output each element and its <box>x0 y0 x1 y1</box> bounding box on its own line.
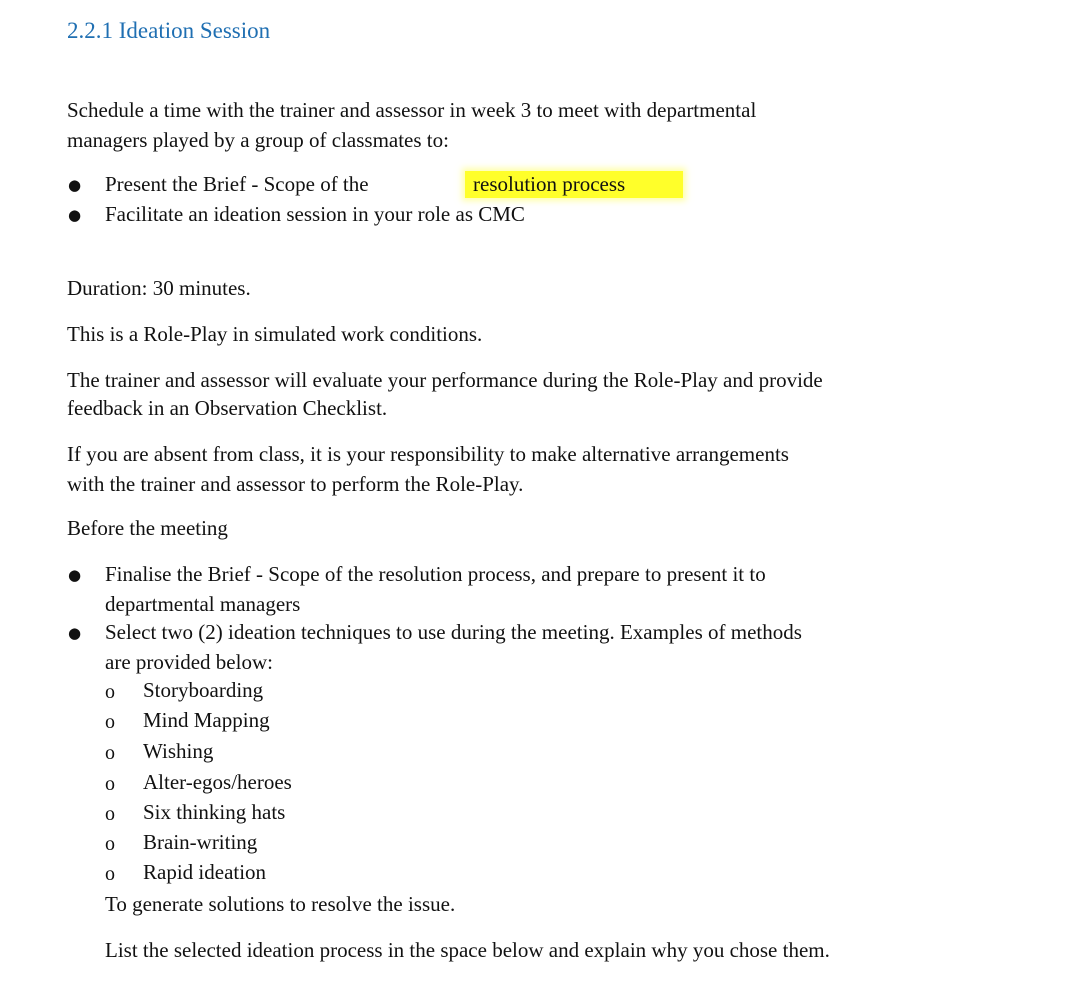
bullet-present-brief: Present the Brief - Scope of the <box>105 172 369 196</box>
bullet-marker: ● <box>68 206 82 224</box>
bullet-select-line-2: are provided below: <box>105 650 273 674</box>
technique-alter-egos: Alter-egos/heroes <box>143 770 292 794</box>
roleplay-text: This is a Role-Play in simulated work conditions. <box>67 322 483 346</box>
bullet-finalise-line-2: departmental managers <box>105 592 301 616</box>
sub-bullet-marker: o <box>105 833 115 855</box>
technique-brain-writing: Brain-writing <box>143 830 258 854</box>
section-heading: 2.2.1 Ideation Session <box>67 18 271 43</box>
technique-mind-mapping: Mind Mapping <box>143 708 270 732</box>
before-meeting-label: Before the meeting <box>67 516 228 540</box>
sub-bullet-marker: o <box>105 681 115 703</box>
technique-wishing: Wishing <box>143 739 214 763</box>
intro-line-2: managers played by a group of classmates to: <box>67 128 449 152</box>
list-instruction-text: List the selected ideation process in the space below and explain why you chose them. <box>105 938 830 962</box>
technique-rapid-ideation: Rapid ideation <box>143 860 267 884</box>
bullet-select-line-1: Select two (2) ideation techniques to use during the meeting. Examples of methods <box>105 620 802 644</box>
duration-text: Duration: 30 minutes. <box>67 276 251 300</box>
sub-bullet-marker: o <box>105 711 115 733</box>
absent-line-2: with the trainer and assessor to perform the Role-Play. <box>67 472 524 496</box>
highlighted-text: resolution process <box>473 172 626 196</box>
evaluate-line-1: The trainer and assessor will evaluate your performance during the Role-Play and provide <box>67 368 823 392</box>
sub-bullet-marker: o <box>105 773 115 795</box>
generate-solutions-text: To generate solutions to resolve the issue. <box>105 892 456 916</box>
sub-bullet-marker: o <box>105 863 115 885</box>
sub-bullet-marker: o <box>105 803 115 825</box>
evaluate-line-2: feedback in an Observation Checklist. <box>67 396 388 420</box>
bullet-marker: ● <box>68 176 82 194</box>
absent-line-1: If you are absent from class, it is your responsibility to make alternative arrangements <box>67 442 789 466</box>
technique-six-thinking-hats: Six thinking hats <box>143 800 286 824</box>
bullet-marker: ● <box>68 566 82 584</box>
intro-line-1: Schedule a time with the trainer and assessor in week 3 to meet with departmental <box>67 98 757 122</box>
bullet-finalise-line-1: Finalise the Brief - Scope of the resolution process, and prepare to present it to <box>105 562 766 586</box>
bullet-marker: ● <box>68 624 82 642</box>
bullet-facilitate: Facilitate an ideation session in your role as CMC <box>105 202 525 226</box>
sub-bullet-marker: o <box>105 742 115 764</box>
technique-storyboarding: Storyboarding <box>143 678 264 702</box>
